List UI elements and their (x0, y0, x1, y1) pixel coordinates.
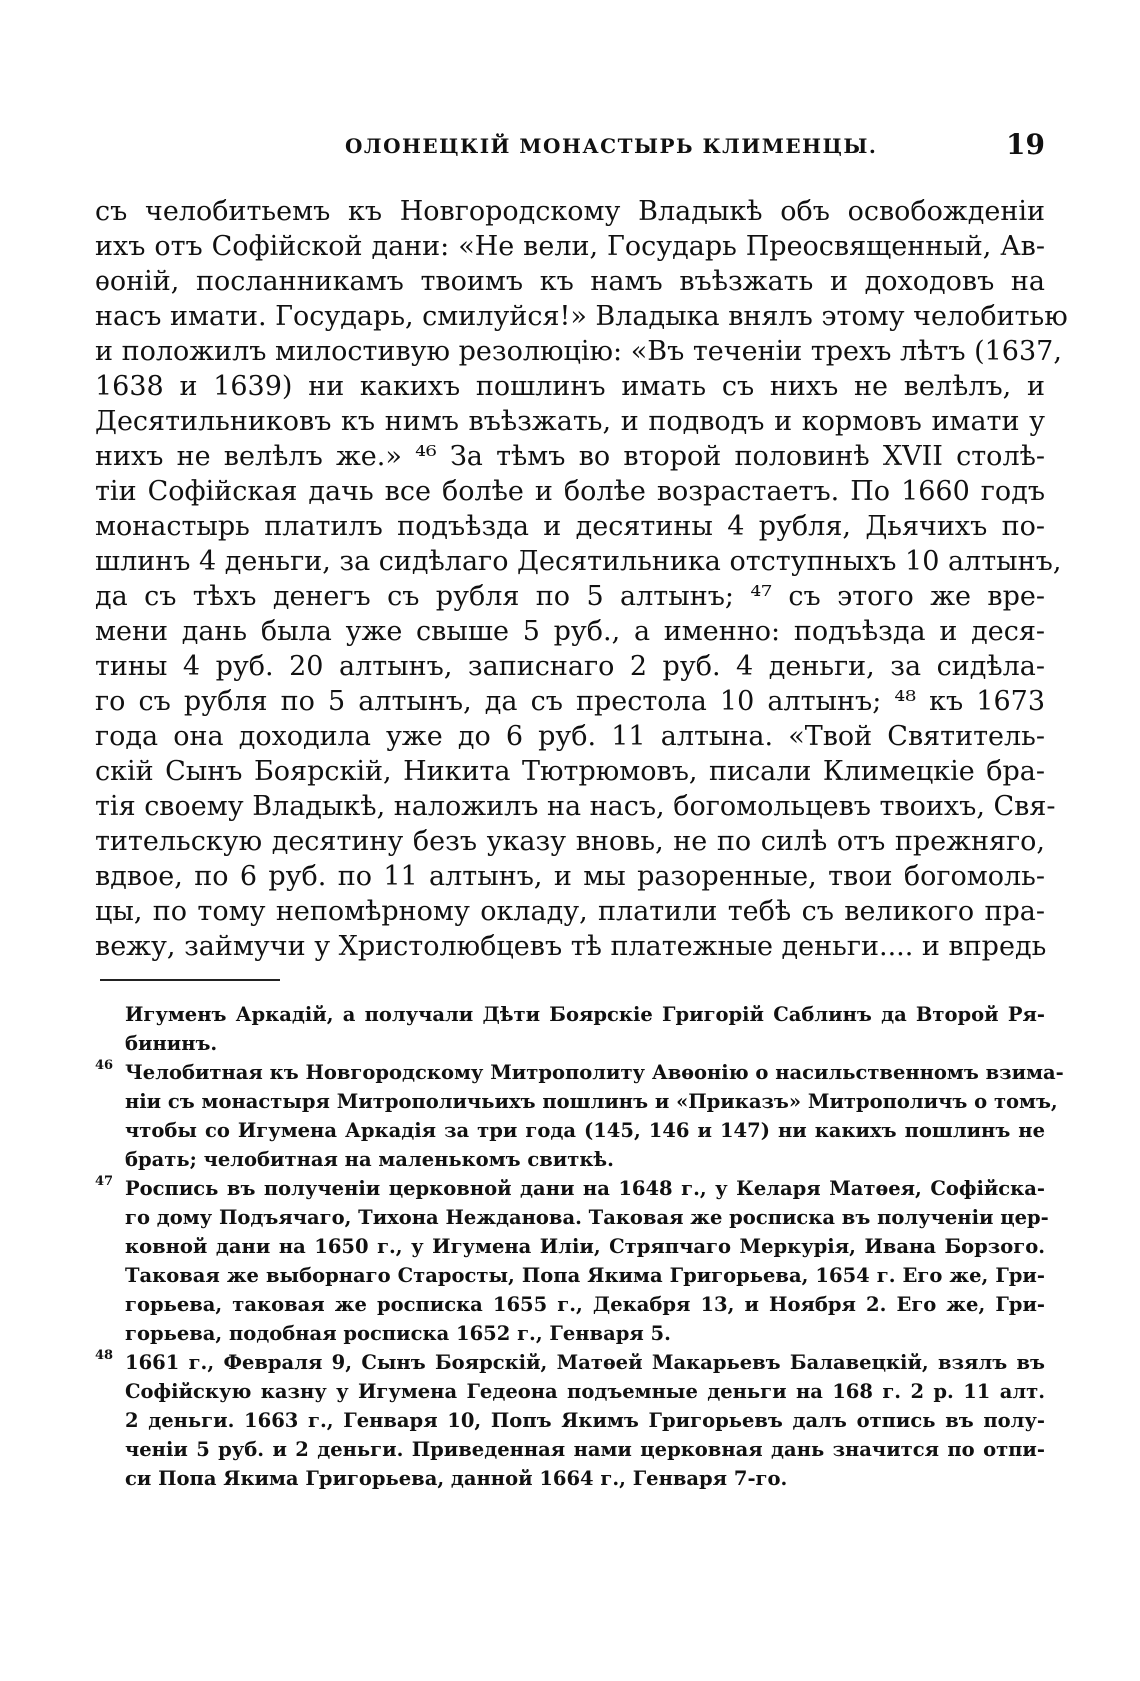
text-line: го съ рубля по 5 алтынъ, да съ престола 10 алтынъ; ⁴⁸ къ 1673 (95, 686, 1045, 717)
text-line: да съ тѣхъ денегъ съ рубля по 5 алтынъ; ⁴⁷ съ этого же вре- (95, 581, 1045, 612)
footnote-line: бининъ. (125, 1032, 218, 1055)
text-line: шлинъ 4 деньги, за сидѣлаго Десятильника отступныхъ 10 алтынъ, (95, 546, 1062, 577)
text-line: насъ имати. Государь, смилуйся!» Владыка внялъ этому челобитью (95, 301, 1068, 332)
text-line: вежу, займучи у Христолюбцевъ тѣ платежные деньги.... и впредь (95, 931, 1047, 962)
footnote-line: брать; челобитная на маленькомъ свиткѣ. (125, 1148, 614, 1171)
text-line: и положилъ милостивую резолюцію: «Въ теченіи трехъ лѣтъ (1637, (95, 336, 1062, 367)
running-head-title: ОЛОНЕЦКІЙ МОНАСТЫРЬ КЛИМЕНЦЫ. (345, 134, 878, 158)
footnote-line (95, 1348, 1045, 1377)
footnote-line: ніи съ монастыря Митрополичьихъ пошлинъ и «Приказъ» Митрополичъ о томъ, (125, 1090, 1058, 1113)
footnote-line: 2 деньги. 1663 г., Генваря 10, Попъ Якимъ Григорьевъ далъ отпись въ полу- (125, 1409, 1045, 1432)
footnote-line: го дому Подъячаго, Тихона Нежданова. Таковая же росписка въ полученіи цер- (125, 1206, 1049, 1229)
footnote-line: Таковая же выборнаго Старосты, Попа Якима Григорьева, 1654 г. Его же, Гри- (125, 1264, 1045, 1287)
footnote-text: Роспись въ полученіи церковной дани на 1648 г., у Келаря Матѳея, Софійска- (125, 1177, 1045, 1200)
footnote-47 (95, 1174, 1049, 1348)
main-text (95, 194, 1068, 964)
footnote-number: 46 (95, 1058, 114, 1073)
text-line: мени дань была уже свыше 5 руб., а именно: подъѣзда и деся- (95, 616, 1045, 647)
text-line: года она доходила уже до 6 руб. 11 алтына. «Твой Святитель- (95, 721, 1045, 752)
text-line: тіи Софійская дачь все болѣе и болѣе возрастаетъ. По 1660 годъ (95, 476, 1045, 507)
text-line: ихъ отъ Софійской дани: «Не вели, Государь Преосвященный, Ав- (95, 231, 1045, 262)
footnote-continuation (95, 1000, 1045, 1058)
text-line: монастырь платилъ подъѣзда и десятины 4 рубля, Дьячихъ по- (95, 511, 1045, 542)
text-line: вдвое, по 6 руб. по 11 алтынъ, и мы разоренные, твои богомоль- (95, 861, 1045, 892)
text-line: 1638 и 1639) ни какихъ пошлинъ имать съ нихъ не велѣлъ, и (95, 371, 1045, 402)
footnote-line: Игуменъ Аркадій, а получали Дѣти Боярскіе Григорій Саблинъ да Второй Ря- (125, 1003, 1045, 1026)
footnote-46 (95, 1058, 1064, 1174)
footnote-line (95, 1058, 1064, 1087)
footnote-text: 1661 г., Февраля 9, Сынъ Боярскій, Матѳей Макарьевъ Балавецкій, взялъ въ (125, 1351, 1045, 1374)
running-head (95, 128, 1045, 168)
page-number: 19 (1006, 128, 1045, 161)
footnote-line: Софійскую казну у Игумена Гедеона подъемные деньги на 168 г. 2 р. 11 алт. (125, 1380, 1045, 1403)
footnote-line (95, 1174, 1045, 1203)
footnote-separator (100, 979, 280, 981)
footnote-48 (95, 1348, 1045, 1493)
footnote-line: горьева, подобная росписка 1652 г., Генваря 5. (125, 1322, 671, 1345)
text-line: тія своему Владыкѣ, наложилъ на насъ, богомольцевъ твоихъ, Свя- (95, 791, 1056, 822)
text-line: цы, по тому непомѣрному окладу, платили тебѣ съ великого пра- (95, 896, 1045, 927)
text-line: тительскую десятину безъ указу вновь, не по силѣ отъ прежняго, (95, 826, 1045, 857)
footnote-line: горьева, таковая же росписка 1655 г., Декабря 13, и Ноября 2. Его же, Гри- (125, 1293, 1045, 1316)
footnotes (95, 1000, 1064, 1493)
footnote-number: 47 (95, 1174, 114, 1189)
footnote-line: чтобы со Игумена Аркадія за три года (145, 146 и 147) ни какихъ пошлинъ не (125, 1119, 1045, 1142)
text-line: Десятильниковъ къ нимъ въѣзжать, и подводъ и кормовъ имати у (95, 406, 1045, 437)
footnote-line: ковной дани на 1650 г., у Игумена Иліи, Стряпчаго Меркурія, Ивана Борзого. (125, 1235, 1045, 1258)
text-line: съ челобитьемъ къ Новгородскому Владыкѣ объ освобожденіи (95, 196, 1045, 227)
footnote-line: си Попа Якима Григорьева, данной 1664 г., Генваря 7-го. (125, 1467, 788, 1490)
footnote-line: ченіи 5 руб. и 2 деньги. Приведенная нами церковная дань значится по отпи- (125, 1438, 1045, 1461)
footnote-text: Челобитная къ Новгородскому Митрополиту Авѳонію о насильственномъ взима- (125, 1061, 1064, 1084)
text-line: ѳоній, посланникамъ твоимъ къ намъ въѣзжать и доходовъ на (95, 266, 1045, 297)
text-line: тины 4 руб. 20 алтынъ, записнаго 2 руб. 4 деньги, за сидѣла- (95, 651, 1045, 682)
text-line: нихъ не велѣлъ же.» ⁴⁶ За тѣмъ во второй половинѣ XVII столѣ- (95, 441, 1045, 472)
footnote-number: 48 (95, 1348, 114, 1363)
text-line: скій Сынъ Боярскій, Никита Тютрюмовъ, писали Климецкіе бра- (95, 756, 1045, 787)
